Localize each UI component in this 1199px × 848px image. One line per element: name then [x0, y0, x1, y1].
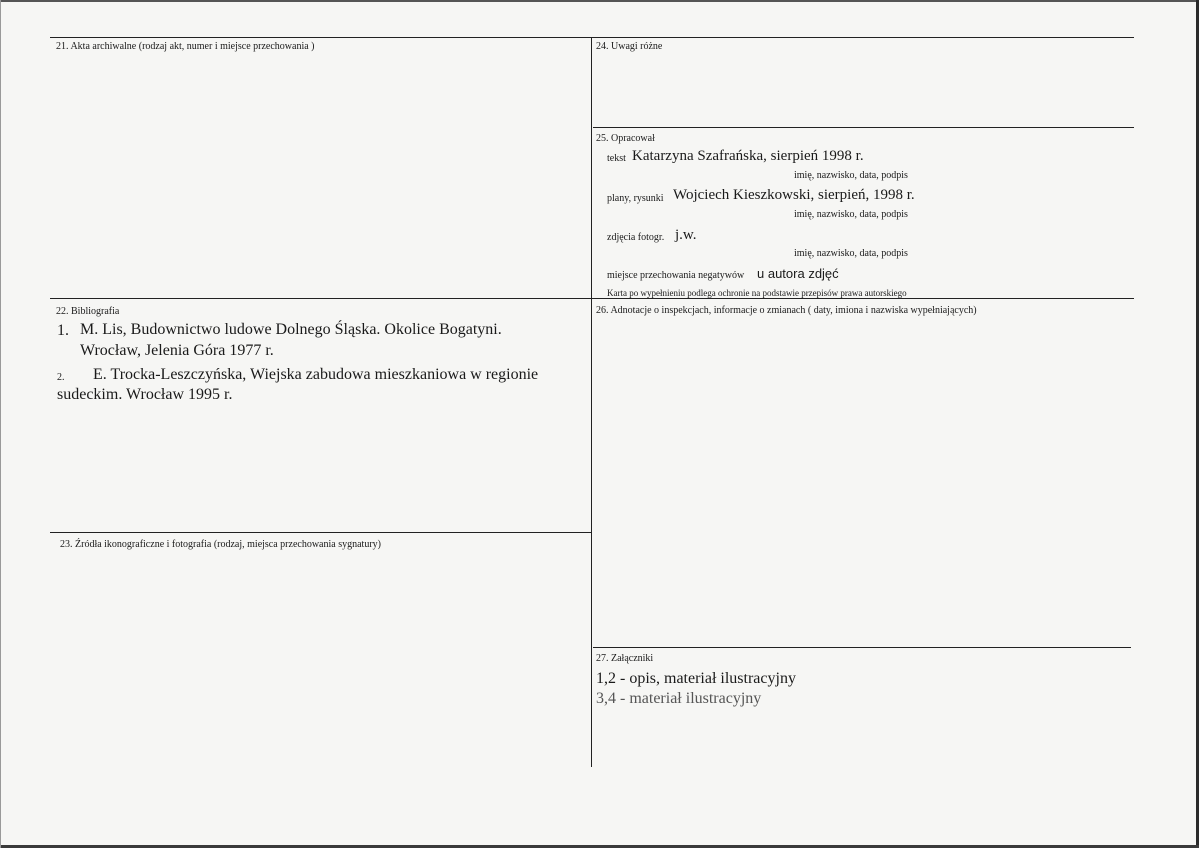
top-rule [50, 37, 1134, 38]
author-text-caption: imię, nazwisko, data, podpis [794, 170, 908, 181]
section-25-heading: 25. Opracował [596, 133, 655, 144]
photos-label: zdjęcia fotogr. [607, 232, 665, 243]
plans-value: Wojciech Kieszkowski, sierpień, 1998 r. [673, 187, 915, 203]
bib-item-1-number: 1. [57, 322, 69, 339]
plans-caption: imię, nazwisko, data, podpis [794, 209, 908, 220]
section-21-heading: 21. Akta archiwalne (rodzaj akt, numer i miejsce przechowania ) [56, 41, 315, 52]
copyright-note: Karta po wypełnieniu podlega ochronie na podstawie przepisów prawa autorskiego [607, 288, 907, 298]
rule-middle [50, 298, 1134, 299]
photos-caption: imię, nazwisko, data, podpis [794, 248, 908, 259]
bib-item-1-line1: M. Lis, Budownictwo ludowe Dolnego Śląska. Okolice Bogatyni. [80, 321, 502, 338]
section-24-heading: 24. Uwagi różne [596, 41, 663, 52]
scan-edge-left [0, 0, 1, 848]
rule-26-27 [593, 647, 1131, 648]
attachments-line-2: 3,4 - materiał ilustracyjny [596, 690, 762, 707]
section-26-heading: 26. Adnotacje o inspekcjach, informacje o zmianach ( daty, imiona i nazwiska wypełniających) [596, 305, 977, 316]
section-23-heading: 23. Źródła ikonograficzne i fotografia (rodzaj, miejsca przechowania sygnatury) [60, 539, 381, 550]
rule-24-25 [593, 127, 1134, 128]
author-text-label: tekst [607, 153, 626, 164]
negatives-value: u autora zdjęć [757, 266, 839, 281]
bib-item-2-line2: sudeckim. Wrocław 1995 r. [57, 386, 233, 403]
photos-value: j.w. [675, 227, 697, 243]
bib-item-2-number: 2. [57, 372, 65, 383]
author-text-value: Katarzyna Szafrańska, sierpień 1998 r. [632, 148, 864, 164]
rule-22-23 [50, 532, 591, 533]
section-27-heading: 27. Załączniki [596, 653, 654, 664]
scan-edge-top [0, 0, 1199, 2]
attachments-line-1: 1,2 - opis, materiał ilustracyjny [596, 670, 796, 687]
plans-label: plany, rysunki [607, 193, 664, 204]
section-22-heading: 22. Bibliografia [56, 306, 120, 317]
bib-item-1-line2: Wrocław, Jelenia Góra 1977 r. [80, 342, 274, 359]
negatives-label: miejsce przechowania negatywów [607, 270, 745, 281]
bib-item-2-line1: E. Trocka-Leszczyńska, Wiejska zabudowa mieszkaniowa w regionie [93, 366, 539, 383]
center-divider [591, 37, 592, 767]
